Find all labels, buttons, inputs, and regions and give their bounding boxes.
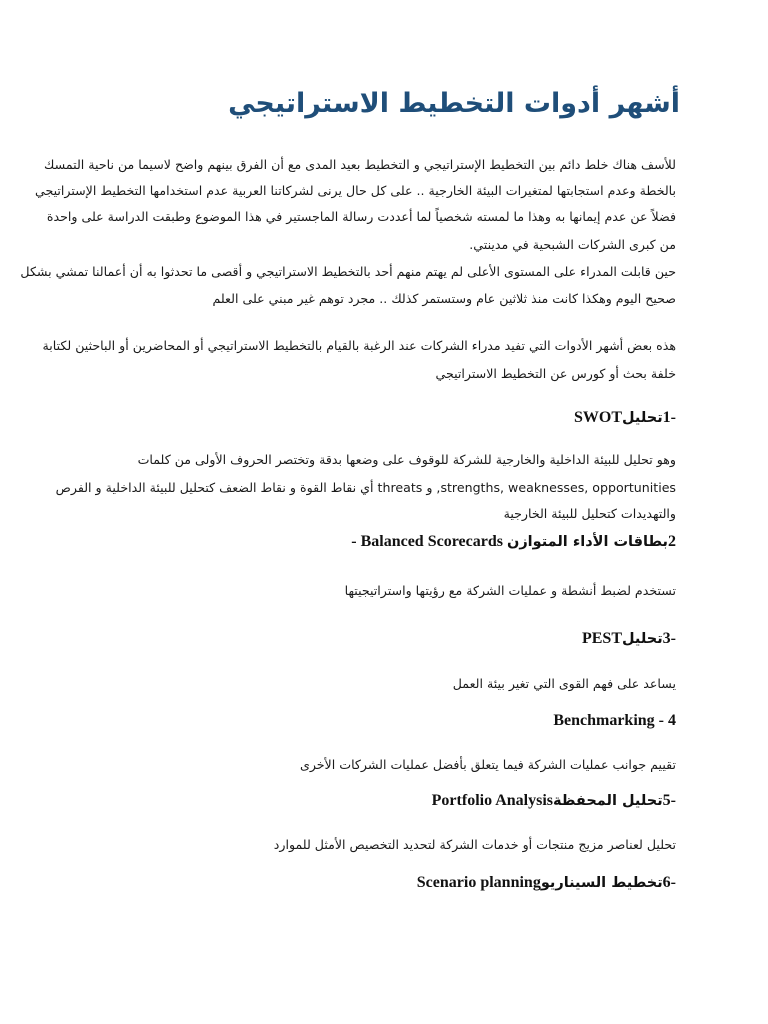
section-heading-english: PEST bbox=[581, 630, 622, 647]
section-heading-number: -3 bbox=[662, 630, 676, 647]
intro-line: بالخطة وعدم استجابتها لمتغيرات البيئة الخارجية .. على كل حال يرنى لشركاتنا العربية عدم استخدامها التخطيط الإستراتيجي bbox=[34, 183, 676, 198]
section-heading-english: Balanced Scorecards - bbox=[351, 533, 503, 550]
section-heading-number: -5 bbox=[662, 792, 676, 809]
document-title: أشهر أدوات التخطيط الاستراتيجي bbox=[228, 88, 680, 119]
section-heading-english: Scenario planning bbox=[416, 874, 541, 891]
section-line: strengths, weaknesses, opportunities, و threats أي نقاط القوة و نقاط الضعف كتحليل للبيئة الداخلية و الفرص bbox=[55, 480, 676, 495]
section-line: تستخدم لضبط أنشطة و عمليات الشركة مع رؤيتها واستراتيجيتها bbox=[344, 583, 676, 598]
paragraph2-line: خلفة بحث أو كورس عن التخطيط الاستراتيجي bbox=[435, 366, 676, 381]
intro-line: من كبرى الشركات الشبحية في مدينتي. bbox=[469, 237, 676, 252]
section-heading-number: -1 bbox=[662, 409, 676, 426]
section-heading-arabic: تحليل bbox=[621, 631, 663, 647]
section-heading-english: Benchmarking - 4 bbox=[553, 712, 676, 729]
intro-line: حين قابلت المدراء على المستوى الأعلى لم يهتم منهم أحد بالتخطيط الاستراتيجي و أقصى ما تحدثوا به أن أعمالنا تمشي بشكل bbox=[20, 264, 676, 279]
section-line: والتهديدات كتحليل للبيئة الخارجية bbox=[503, 506, 676, 521]
section-heading-swot bbox=[574, 409, 676, 427]
section-heading-pest bbox=[582, 630, 676, 648]
section-heading-number: 2 bbox=[668, 533, 676, 550]
paragraph2-line: هذه بعض أشهر الأدوات التي تفيد مدراء الشركات عند الرغبة بالقيام بالتخطيط الاستراتيجي أو المحاضرين أو الباحثين لكتابة bbox=[42, 338, 676, 353]
section-line: تقييم جوانب عمليات الشركة فيما يتعلق بأفضل عمليات الشركات الأخرى bbox=[299, 757, 676, 772]
section-heading-english: SWOT bbox=[573, 409, 622, 426]
section-line: يساعد على فهم القوى التي تغير بيئة العمل bbox=[452, 676, 676, 691]
section-heading-arabic: تحليل المحفظة bbox=[553, 793, 663, 809]
section-heading-balanced-scorecards bbox=[351, 533, 676, 551]
section-heading-arabic: تخطيط السيناريو bbox=[540, 875, 663, 891]
section-heading-number: -6 bbox=[662, 874, 676, 891]
section-heading-arabic: بطاقات الأداء المتوازن bbox=[506, 534, 668, 550]
section-heading-benchmarking bbox=[553, 712, 676, 730]
section-heading-scenario-planning bbox=[417, 874, 676, 892]
section-heading-arabic: تحليل bbox=[621, 410, 663, 426]
intro-line: صحيح اليوم وهكذا كانت منذ ثلاثين عام وستستمر كذلك .. مجرد توهم غير مبني على العلم bbox=[212, 291, 676, 306]
section-line: وهو تحليل للبيئة الداخلية والخارجية للشركة للوقوف على وضعها بدقة وتختصر الحروف الأولى من كلمات bbox=[137, 452, 676, 467]
section-line: تحليل لعناصر مزيج منتجات أو خدمات الشركة لتحديد التخصيص الأمثل للموارد bbox=[273, 837, 676, 852]
section-heading-portfolio-analysis bbox=[432, 792, 676, 810]
section-heading-english: Portfolio Analysis bbox=[431, 792, 553, 809]
intro-line: فضلاً عن عدم إيمانها به وهذا ما لمسته شخصياً لما أعددت رسالة الماجستير في هذا الموضوع وطبقت الدراسة على واحدة bbox=[46, 209, 676, 224]
intro-line: للأسف هناك خلط دائم بين التخطيط الإستراتيجي و التخطيط بعيد المدى مع أن الفرق بينهم واضح لاسيما من ناحية التمسك bbox=[44, 157, 676, 172]
